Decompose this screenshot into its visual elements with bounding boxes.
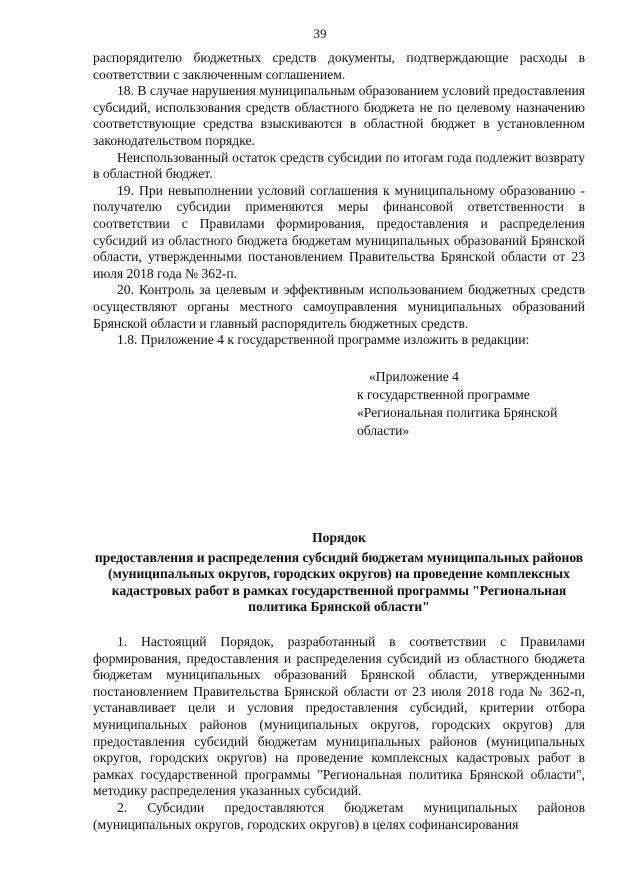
paragraph-order-1: 1. Настоящий Порядок, разработанный в соответствии с Правилами формирования, предоставления и распределения субсидий из областного бюджета бюджетам муниципальных образований Брянской области, утвержденными постановлением Правительства Брянской области от 23 июля 2018 года № 362-п, устанавливает цели и условия предоставления субсидий, критерии отбора муниципальных районов (муниципальных округов, городских округов) для предоставления субсидий бюджетам муниципальных районов (муниципальных округов, городских округов) на проведение комплексных кадастровых работ в рамках государственной программы "Региональная политика Брянской области", методику распределения указанных субсидий.: [93, 634, 585, 799]
appendix-ref-line: области»: [357, 423, 410, 438]
document-heading: Порядок: [312, 530, 366, 545]
paragraph-continuation: распорядителю бюджетных средств документы, подтверждающие расходы в соответствии с заключенным соглашением.: [93, 50, 585, 82]
paragraph-18: 18. В случае нарушения муниципальным образованием условий предоставления субсидий, использования средств областного бюджета не по целевому назначению соответствующие средства взыскиваются в областной бюджет в установленном законодательством порядке.: [93, 83, 585, 148]
document-title-block: [93, 530, 585, 616]
appendix-ref-line: к государственной программе: [357, 387, 530, 402]
paragraph-1-8: 1.8. Приложение 4 к государственной программе изложить в редакции:: [117, 332, 530, 348]
paragraph-19: 19. При невыполнении условий соглашения к муниципальному образованию - получателю субсидии применяются меры финансовой ответственности в соответствии с Правилами формирования, предоставления и распределения субсидий из областного бюджета бюджетам муниципальных образований Брянской области, утвержденными постановлением Правительства Брянской области от 23 июля 2018 года № 362-п.: [93, 182, 585, 281]
paragraph-order-2: 2. Субсидии предоставляются бюджетам муниципальных районов (муниципальных округов, городских округов) в целях софинансирования: [93, 799, 585, 832]
bottom-text-block: [93, 634, 585, 833]
paragraph-unused-balance: Неиспользованный остаток средств субсидии по итогам года подлежит возврату в областной бюджет.: [93, 149, 585, 182]
top-text-block: [93, 50, 585, 349]
paragraph-20: 20. Контроль за целевым и эффективным использованием бюджетных средств осуществляют органы местного самоуправления муниципальных образований Брянской области и главный распорядитель бюджетных средств.: [93, 282, 585, 331]
appendix-reference: [357, 368, 587, 440]
document-subtitle: предоставления и распределения субсидий бюджетам муниципальных районов (муниципальных округов, городских округов) на проведение комплексных кадастровых работ в рамках государственной программы "Региональная политика Брянской области": [94, 549, 584, 615]
appendix-ref-line: «Приложение 4: [369, 369, 459, 384]
page-number: 39: [313, 26, 327, 41]
appendix-ref-line: «Региональная политика Брянской: [357, 405, 558, 420]
